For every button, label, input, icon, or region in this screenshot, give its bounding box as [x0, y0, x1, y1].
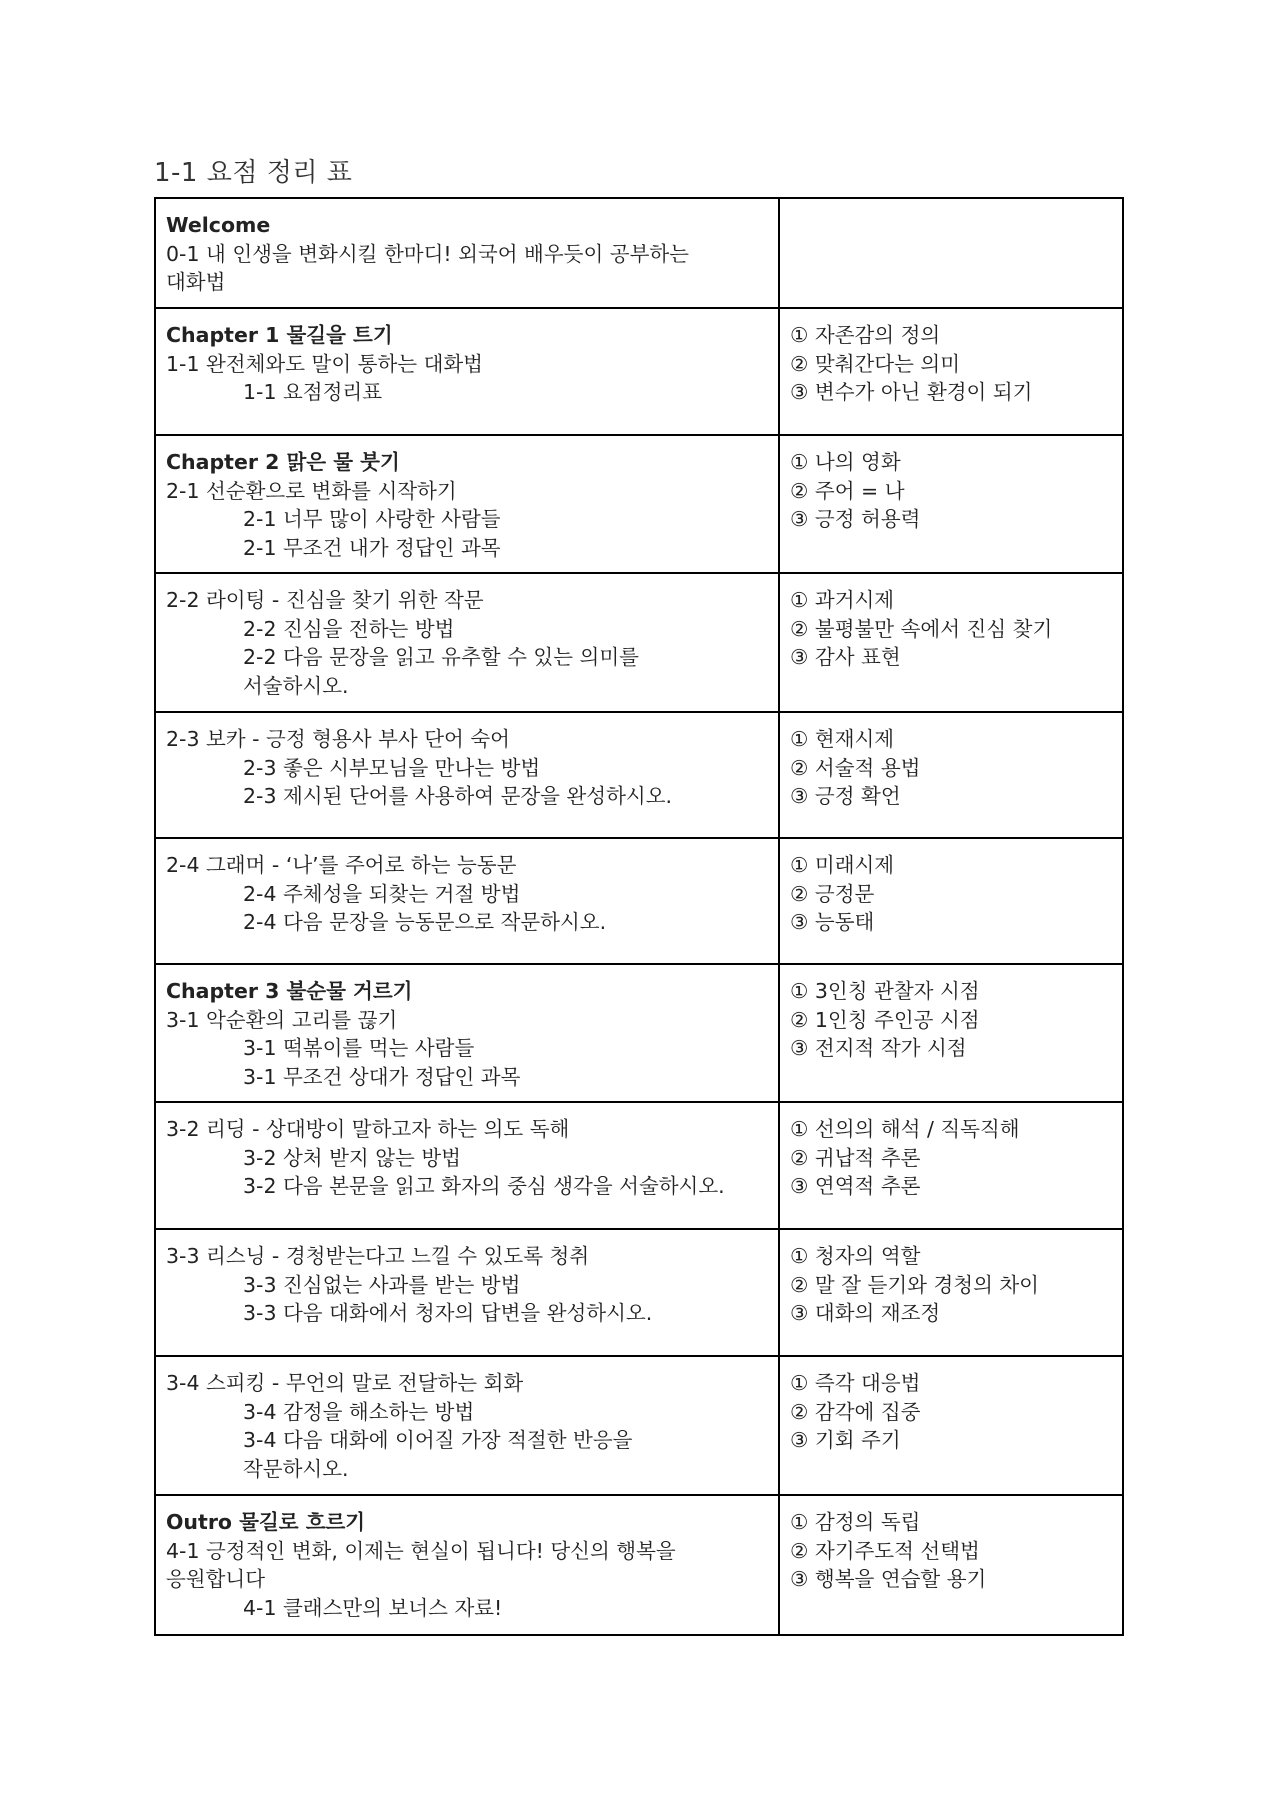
contents-cell [155, 435, 779, 573]
keypoint-item: ③ 감사 표현 [790, 645, 901, 669]
keypoint-item: ① 과거시제 [790, 588, 895, 612]
section-line: 2-4 그래머 - ‘나’를 주어로 하는 능동문 [166, 853, 517, 877]
section-heading: Welcome [166, 213, 271, 237]
table-row [155, 435, 1123, 573]
subsection-line: 2-3 제시된 단어를 사용하여 문장을 완성하시오. [243, 784, 673, 808]
contents-cell [155, 964, 779, 1102]
keypoint-item: ③ 긍정 확언 [790, 784, 901, 808]
keypoint-item: ② 주어 = 나 [790, 478, 905, 503]
subsection-line: 3-4 다음 대화에 이어질 가장 적절한 반응을 [243, 1428, 633, 1452]
keypoint-item: ③ 행복을 연습할 용기 [790, 1567, 987, 1591]
keypoints-cell [779, 198, 1123, 308]
keypoints-cell [779, 838, 1123, 964]
section-line: 4-1 긍정적인 변화, 이제는 현실이 됩니다! 당신의 행복을 [166, 1538, 676, 1563]
keypoints-cell [779, 308, 1123, 435]
table-row [155, 712, 1123, 838]
section-heading: Chapter 3 불순물 거르기 [166, 979, 413, 1003]
keypoint-item: ① 나의 영화 [790, 450, 901, 474]
keypoints-cell [779, 573, 1123, 712]
contents-cell [155, 712, 779, 838]
section-line: 응원합니다 [166, 1567, 266, 1591]
section-line: 3-4 스피킹 - 무언의 말로 전달하는 회화 [166, 1371, 524, 1395]
keypoint-item: ② 1인칭 주인공 시점 [790, 1007, 980, 1032]
keypoints-cell [779, 964, 1123, 1102]
subsection-line: 2-1 너무 많이 사랑한 사람들 [243, 507, 501, 531]
section-line: 0-1 내 인생을 변화시킬 한마디! 외국어 배우듯이 공부하는 [166, 241, 689, 266]
table-row [155, 1495, 1123, 1635]
keypoint-item: ① 감정의 독립 [790, 1510, 921, 1534]
table-row [155, 1229, 1123, 1356]
subsection-line: 작문하시오. [243, 1456, 349, 1481]
keypoint-item: ③ 연역적 추론 [790, 1174, 921, 1198]
keypoint-item: ② 감각에 집중 [790, 1399, 921, 1424]
section-heading: Outro 물길로 흐르기 [166, 1510, 366, 1534]
subsection-line: 2-2 다음 문장을 읽고 유추할 수 있는 의미를 [243, 645, 639, 669]
subsection-line: 3-3 진심없는 사과를 받는 방법 [243, 1272, 521, 1297]
keypoint-item: ③ 전지적 작가 시점 [790, 1036, 967, 1060]
contents-cell [155, 1495, 779, 1635]
keypoints-cell [779, 1356, 1123, 1495]
subsection-line: 1-1 요점정리표 [243, 380, 383, 404]
contents-cell [155, 573, 779, 712]
keypoint-item: ② 불평불만 속에서 진심 찾기 [790, 616, 1053, 641]
table-row [155, 308, 1123, 435]
table-row [155, 573, 1123, 712]
table-row [155, 198, 1123, 308]
keypoint-item: ② 긍정문 [790, 881, 875, 906]
section-line: 3-3 리스닝 - 경청받는다고 느낄 수 있도록 청취 [166, 1244, 590, 1268]
subsection-line: 서술하시오. [243, 673, 349, 698]
subsection-line: 2-4 주체성을 되찾는 거절 방법 [243, 881, 521, 906]
keypoint-item: ① 미래시제 [790, 853, 895, 877]
keypoint-item: ① 선의의 해석 / 직독직해 [790, 1117, 1020, 1141]
subsection-line: 4-1 클래스만의 보너스 자료! [243, 1595, 503, 1620]
subsection-line: 3-3 다음 대화에서 청자의 답변을 완성하시오. [243, 1301, 653, 1325]
keypoint-item: ③ 능동태 [790, 910, 875, 934]
keypoints-cell [779, 1102, 1123, 1229]
subsection-line: 2-1 무조건 내가 정답인 과목 [243, 535, 501, 560]
keypoint-item: ③ 긍정 허용력 [790, 507, 921, 531]
subsection-line: 3-1 떡볶이를 먹는 사람들 [243, 1036, 475, 1060]
section-line: 1-1 완전체와도 말이 통하는 대화법 [166, 351, 483, 376]
keypoints-cell [779, 1495, 1123, 1635]
contents-cell [155, 308, 779, 435]
section-line: 대화법 [166, 270, 226, 294]
keypoint-item: ① 3인칭 관찰자 시점 [790, 979, 980, 1003]
subsection-line: 2-2 진심을 전하는 방법 [243, 616, 455, 641]
section-line: 2-2 라이팅 - 진심을 찾기 위한 작문 [166, 588, 484, 612]
keypoint-item: ② 귀납적 추론 [790, 1145, 921, 1170]
keypoints-cell [779, 435, 1123, 573]
keypoint-item: ③ 변수가 아닌 환경이 되기 [790, 380, 1033, 404]
table-row [155, 1356, 1123, 1495]
section-heading: Chapter 1 물길을 트기 [166, 323, 393, 347]
subsection-line: 3-4 감정을 해소하는 방법 [243, 1399, 475, 1424]
subsection-line: 3-2 다음 본문을 읽고 화자의 중심 생각을 서술하시오. [243, 1174, 725, 1198]
contents-cell [155, 838, 779, 964]
keypoint-item: ① 청자의 역할 [790, 1244, 921, 1268]
contents-cell [155, 1102, 779, 1229]
section-line: 3-2 리딩 - 상대방이 말하고자 하는 의도 독해 [166, 1117, 570, 1141]
section-line: 3-1 악순환의 고리를 끊기 [166, 1007, 398, 1032]
subsection-line: 2-3 좋은 시부모님을 만나는 방법 [243, 755, 541, 780]
keypoint-item: ③ 대화의 재조정 [790, 1301, 941, 1325]
keypoint-item: ③ 기회 주기 [790, 1428, 901, 1452]
keypoint-item: ② 서술적 용법 [790, 755, 921, 780]
keypoint-item: ② 말 잘 듣기와 경청의 차이 [790, 1272, 1039, 1297]
keypoint-item: ① 자존감의 정의 [790, 323, 941, 347]
page-title: 1-1 요점 정리 표 [154, 158, 353, 188]
keypoints-cell [779, 712, 1123, 838]
table-row [155, 1102, 1123, 1229]
keypoints-cell [779, 1229, 1123, 1356]
contents-cell [155, 1356, 779, 1495]
section-line: 2-1 선순환으로 변화를 시작하기 [166, 478, 457, 503]
keypoint-item: ① 현재시제 [790, 727, 895, 751]
summary-table [154, 197, 1124, 1636]
keypoint-item: ① 즉각 대응법 [790, 1371, 921, 1395]
section-line: 2-3 보카 - 긍정 형용사 부사 단어 숙어 [166, 727, 510, 751]
contents-cell [155, 1229, 779, 1356]
keypoint-item: ② 맞춰간다는 의미 [790, 351, 961, 376]
subsection-line: 2-4 다음 문장을 능동문으로 작문하시오. [243, 910, 607, 934]
table-row [155, 964, 1123, 1102]
keypoint-item: ② 자기주도적 선택법 [790, 1538, 980, 1563]
section-heading: Chapter 2 맑은 물 붓기 [166, 450, 400, 474]
subsection-line: 3-2 상처 받지 않는 방법 [243, 1145, 461, 1170]
contents-cell [155, 198, 779, 308]
table-row [155, 838, 1123, 964]
subsection-line: 3-1 무조건 상대가 정답인 과목 [243, 1064, 521, 1089]
